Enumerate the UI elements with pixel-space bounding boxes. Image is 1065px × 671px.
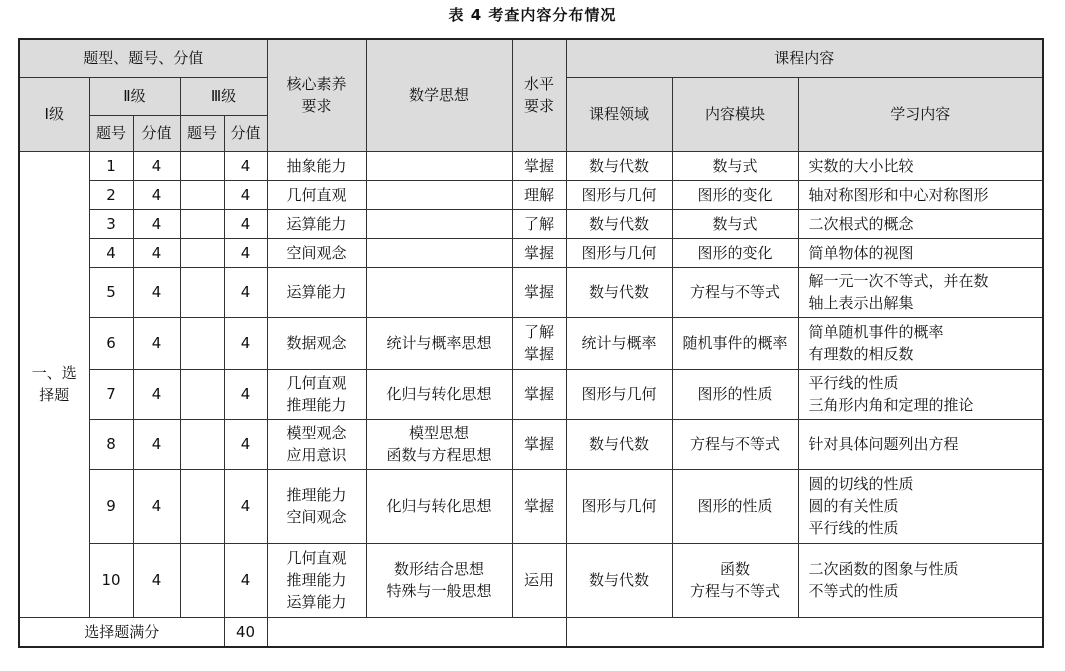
core-literacy: 推理能力 空间观念 (267, 469, 366, 543)
math-thinking (366, 238, 512, 267)
score: 4 (133, 180, 180, 209)
header-question-number: 题号 (89, 115, 133, 151)
course-domain: 图形与几何 (566, 369, 672, 419)
content-module: 图形的变化 (672, 238, 798, 267)
header-core-literacy: 核心素养 要求 (267, 39, 366, 151)
header-level-requirement: 水平 要求 (512, 39, 566, 151)
header-level-3: Ⅲ级 (180, 77, 267, 115)
table-title: 表 4 考查内容分布情况 (448, 6, 617, 24)
level-requirement: 掌握 (512, 238, 566, 267)
study-content: 简单物体的视图 (798, 238, 1043, 267)
study-content: 二次函数的图象与性质 不等式的性质 (798, 543, 1043, 617)
course-domain: 图形与几何 (566, 469, 672, 543)
question-number-3 (180, 369, 224, 419)
course-domain: 图形与几何 (566, 180, 672, 209)
section-label: 一、选 择题 (19, 151, 89, 617)
math-thinking: 统计与概率思想 (366, 317, 512, 369)
question-number: 4 (89, 238, 133, 267)
header-question-number-3: 题号 (180, 115, 224, 151)
header-question-group: 题型、题号、分值 (19, 39, 267, 77)
score-3: 4 (224, 151, 267, 180)
math-thinking: 化归与转化思想 (366, 469, 512, 543)
score: 4 (133, 267, 180, 317)
score: 4 (133, 369, 180, 419)
question-number: 10 (89, 543, 133, 617)
score-3: 4 (224, 317, 267, 369)
core-literacy: 运算能力 (267, 267, 366, 317)
study-content: 解一元一次不等式，并在数 轴上表示出解集 (798, 267, 1043, 317)
course-domain: 数与代数 (566, 419, 672, 469)
header-score: 分值 (133, 115, 180, 151)
question-number: 5 (89, 267, 133, 317)
math-thinking (366, 151, 512, 180)
core-literacy: 几何直观 推理能力 运算能力 (267, 543, 366, 617)
score: 4 (133, 419, 180, 469)
score-3: 4 (224, 469, 267, 543)
question-number: 9 (89, 469, 133, 543)
score-3: 4 (224, 238, 267, 267)
header-study-content: 学习内容 (798, 77, 1043, 151)
header-math-thinking: 数学思想 (366, 39, 512, 151)
course-domain: 数与代数 (566, 543, 672, 617)
content-module: 图形的性质 (672, 369, 798, 419)
level-requirement: 掌握 (512, 369, 566, 419)
level-requirement: 理解 (512, 180, 566, 209)
question-number-3 (180, 151, 224, 180)
score-3: 4 (224, 419, 267, 469)
score-3: 4 (224, 543, 267, 617)
question-number-3 (180, 469, 224, 543)
question-number: 2 (89, 180, 133, 209)
header-course-content: 课程内容 (566, 39, 1043, 77)
content-module: 方程与不等式 (672, 419, 798, 469)
content-module: 数与式 (672, 151, 798, 180)
question-number: 6 (89, 317, 133, 369)
content-module: 图形的性质 (672, 469, 798, 543)
course-domain: 图形与几何 (566, 238, 672, 267)
score-3: 4 (224, 369, 267, 419)
study-content: 平行线的性质 三角形内角和定理的推论 (798, 369, 1043, 419)
level-requirement: 掌握 (512, 267, 566, 317)
question-number-3 (180, 543, 224, 617)
score: 4 (133, 543, 180, 617)
level-requirement: 运用 (512, 543, 566, 617)
footer-empty-1 (267, 617, 566, 647)
study-content: 针对具体问题列出方程 (798, 419, 1043, 469)
score-3: 4 (224, 209, 267, 238)
question-number-3 (180, 180, 224, 209)
course-domain: 数与代数 (566, 267, 672, 317)
score: 4 (133, 151, 180, 180)
level-requirement: 了解 (512, 209, 566, 238)
core-literacy: 模型观念 应用意识 (267, 419, 366, 469)
score: 4 (133, 469, 180, 543)
content-module: 函数 方程与不等式 (672, 543, 798, 617)
question-number: 7 (89, 369, 133, 419)
header-content-module: 内容模块 (672, 77, 798, 151)
core-literacy: 抽象能力 (267, 151, 366, 180)
header-level-2: Ⅱ级 (89, 77, 180, 115)
header-score-3: 分值 (224, 115, 267, 151)
study-content: 实数的大小比较 (798, 151, 1043, 180)
footer-total: 40 (224, 617, 267, 647)
level-requirement: 掌握 (512, 419, 566, 469)
header-course-domain: 课程领域 (566, 77, 672, 151)
score: 4 (133, 209, 180, 238)
question-number: 8 (89, 419, 133, 469)
score-3: 4 (224, 267, 267, 317)
content-module: 随机事件的概率 (672, 317, 798, 369)
study-content: 二次根式的概念 (798, 209, 1043, 238)
math-thinking: 数形结合思想 特殊与一般思想 (366, 543, 512, 617)
level-requirement: 掌握 (512, 151, 566, 180)
question-number-3 (180, 419, 224, 469)
footer-empty-2 (566, 617, 1043, 647)
level-requirement: 了解 掌握 (512, 317, 566, 369)
study-content: 简单随机事件的概率 有理数的相反数 (798, 317, 1043, 369)
score-3: 4 (224, 180, 267, 209)
content-module: 图形的变化 (672, 180, 798, 209)
header-level-1: Ⅰ级 (19, 77, 89, 151)
study-content: 轴对称图形和中心对称图形 (798, 180, 1043, 209)
core-literacy: 空间观念 (267, 238, 366, 267)
math-thinking (366, 267, 512, 317)
math-thinking (366, 180, 512, 209)
course-domain: 统计与概率 (566, 317, 672, 369)
core-literacy: 几何直观 (267, 180, 366, 209)
question-number-3 (180, 267, 224, 317)
question-number-3 (180, 238, 224, 267)
math-thinking (366, 209, 512, 238)
core-literacy: 运算能力 (267, 209, 366, 238)
math-thinking: 化归与转化思想 (366, 369, 512, 419)
core-literacy: 数据观念 (267, 317, 366, 369)
content-module: 方程与不等式 (672, 267, 798, 317)
question-number: 3 (89, 209, 133, 238)
math-thinking: 模型思想 函数与方程思想 (366, 419, 512, 469)
score: 4 (133, 238, 180, 267)
question-number: 1 (89, 151, 133, 180)
core-literacy: 几何直观 推理能力 (267, 369, 366, 419)
question-number-3 (180, 317, 224, 369)
footer-label: 选择题满分 (19, 617, 224, 647)
score: 4 (133, 317, 180, 369)
question-number-3 (180, 209, 224, 238)
content-module: 数与式 (672, 209, 798, 238)
study-content: 圆的切线的性质 圆的有关性质 平行线的性质 (798, 469, 1043, 543)
course-domain: 数与代数 (566, 151, 672, 180)
level-requirement: 掌握 (512, 469, 566, 543)
course-domain: 数与代数 (566, 209, 672, 238)
content-distribution-table (18, 38, 1044, 648)
